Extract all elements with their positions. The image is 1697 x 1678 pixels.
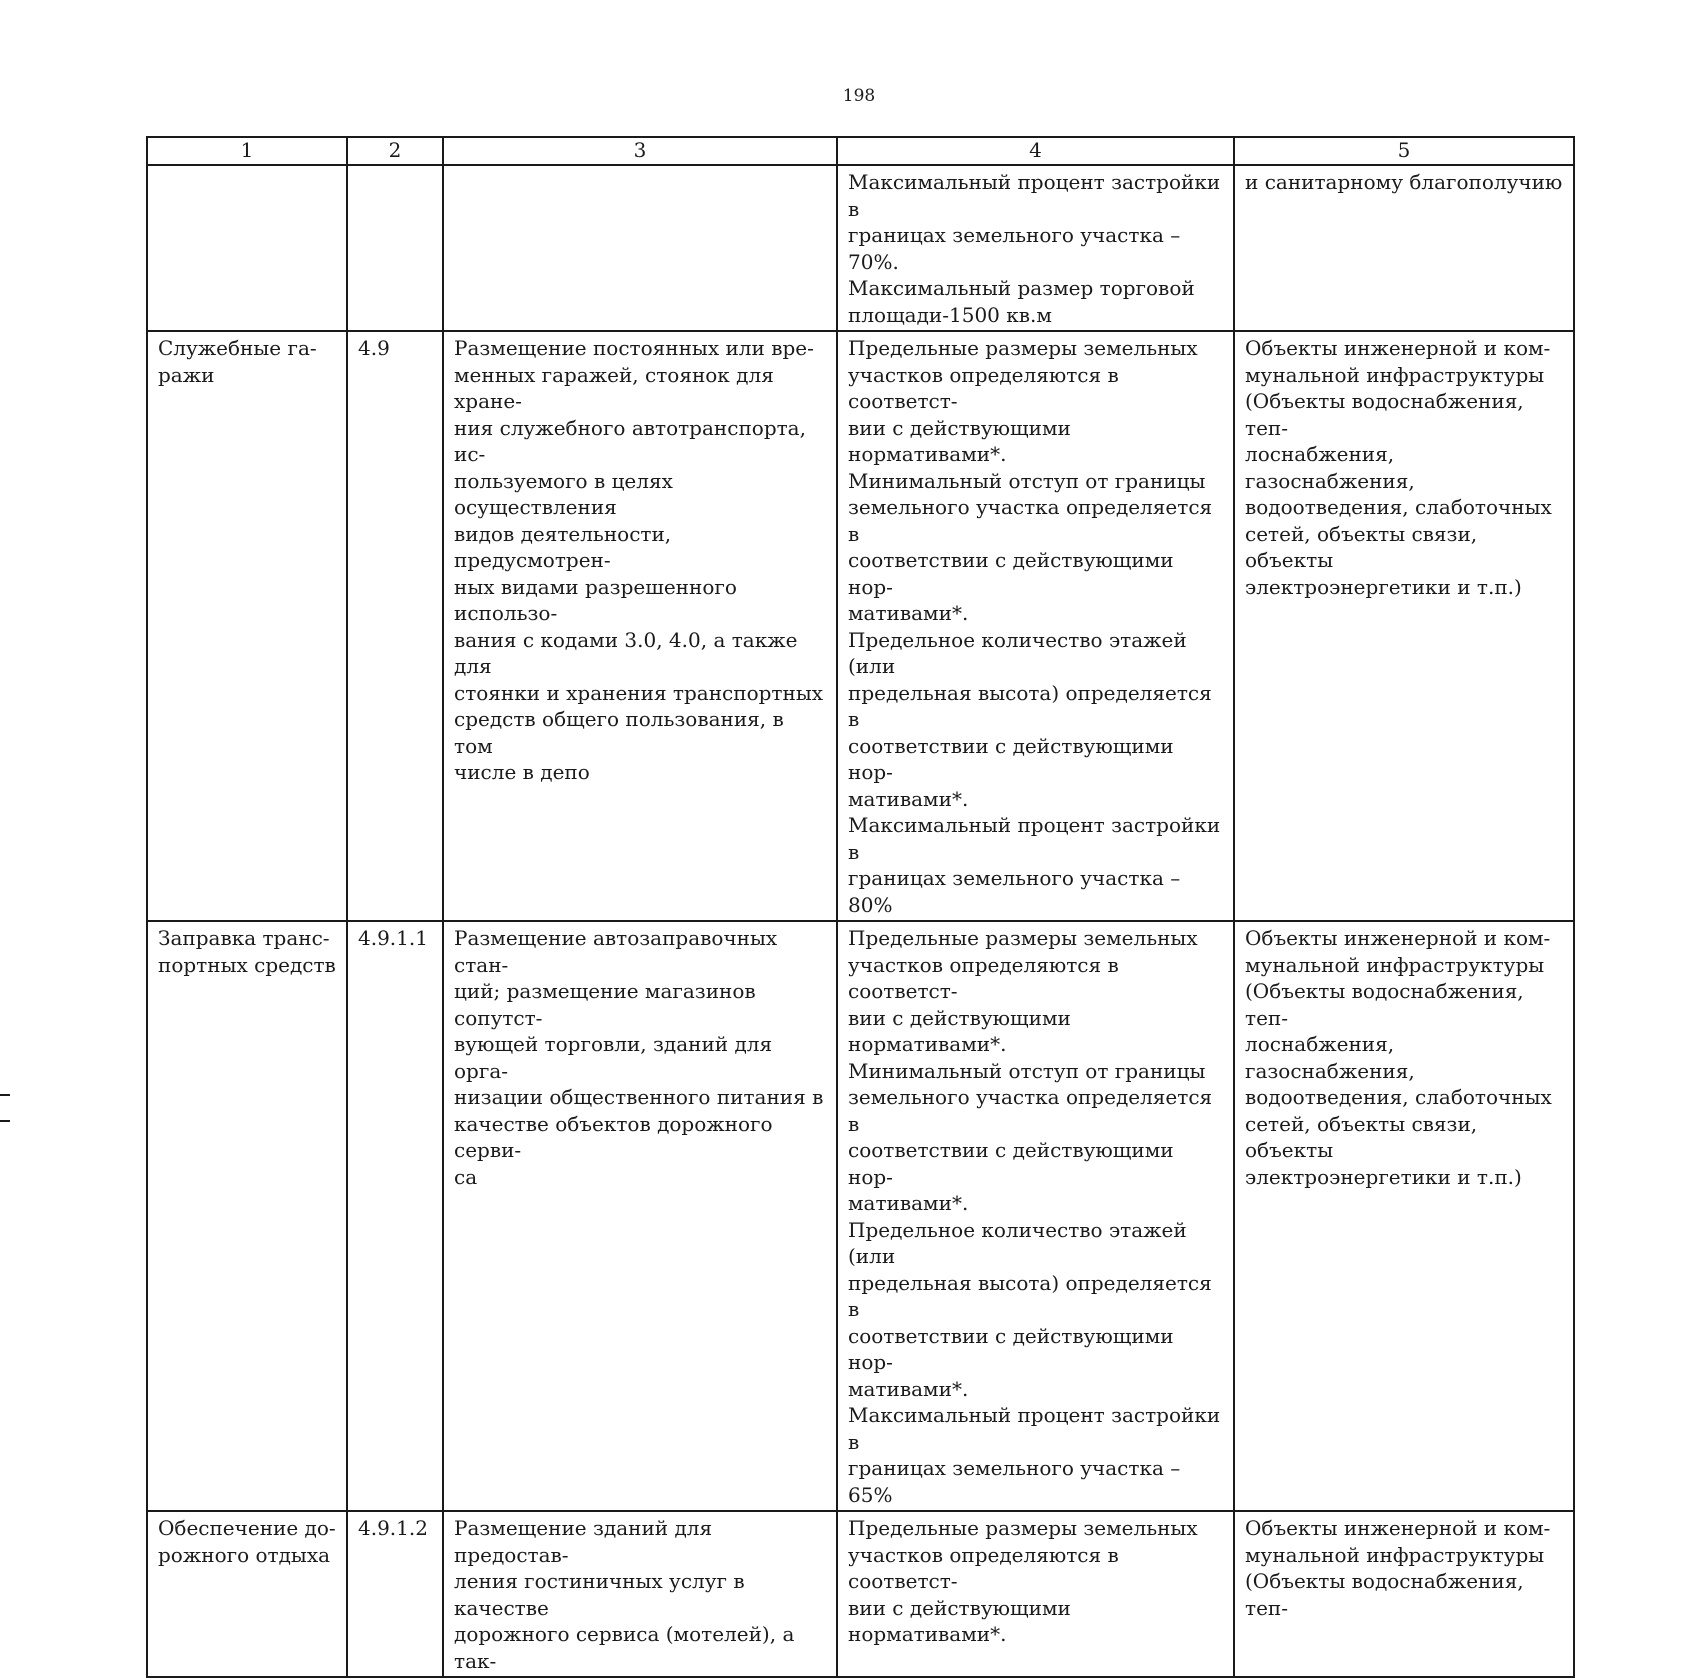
page-number: 198 [842, 86, 876, 106]
column-header: 3 [443, 137, 837, 165]
table-header-row [147, 137, 1574, 165]
table-row [147, 921, 1574, 1511]
margin-mark [0, 1094, 10, 1096]
use-description-cell: Размещение постоянных или вре- менных гаражей, стоянок для хране- ния служебного автотранспорта, ис- пользуемого в целях осуществления видов деятельности, предусмотрен- ных видами разрешенного использо- вания с кодами 3.0, 4.0, а также для стоянки и хранения транспортных средств общего пользования, в том числе в депо [443, 331, 837, 921]
use-description-cell [443, 165, 837, 331]
parameters-cell: Предельные размеры земельных участков определяются в соответст- вии с действующими нормативами*. Минимальный отступ от границы земельного участка определяется в соответствии с действующими нор- мативами*. Предельное количество этажей (или предельная высота) определяется в соответствии с действующими нор- мативами*. Максимальный процент застройки в границах земельного участка – 80% [837, 331, 1234, 921]
use-description-cell: Размещение автозаправочных стан- ций; размещение магазинов сопутст- вующей торговли, зданий для орга- низации общественного питания в качестве объектов дорожного серви- са [443, 921, 837, 1511]
column-header: 1 [147, 137, 347, 165]
use-name-cell: Обеспечение до- рожного отдыха [147, 1511, 347, 1677]
parameters-cell: Максимальный процент застройки в границах земельного участка – 70%. Максимальный размер торговой площади-1500 кв.м [837, 165, 1234, 331]
use-name-cell: Служебные га- ражи [147, 331, 347, 921]
column-header: 2 [347, 137, 443, 165]
auxiliary-objects-cell: и санитарному благополучию [1234, 165, 1574, 331]
auxiliary-objects-cell: Объекты инженерной и ком- мунальной инфраструктуры (Объекты водоснабжения, теп- лоснабжения, газоснабжения, водоотведения, слаботочных сетей, объекты связи, объекты электроэнергетики и т.п.) [1234, 921, 1574, 1511]
margin-mark [0, 1120, 10, 1122]
table-row [147, 165, 1574, 331]
use-code-cell: 4.9 [347, 331, 443, 921]
column-header: 5 [1234, 137, 1574, 165]
table-row [147, 331, 1574, 921]
parameters-cell: Предельные размеры земельных участков определяются в соответст- вии с действующими нормативами*. Минимальный отступ от границы земельного участка определяется в соответствии с действующими нор- мативами*. Предельное количество этажей (или предельная высота) определяется в соответствии с действующими нор- мативами*. Максимальный процент застройки в границах земельного участка – 65% [837, 921, 1234, 1511]
use-name-cell [147, 165, 347, 331]
use-code-cell: 4.9.1.2 [347, 1511, 443, 1677]
auxiliary-objects-cell: Объекты инженерной и ком- мунальной инфраструктуры (Объекты водоснабжения, теп- [1234, 1511, 1574, 1677]
zoning-table [146, 136, 1575, 1678]
use-code-cell [347, 165, 443, 331]
column-header: 4 [837, 137, 1234, 165]
use-description-cell: Размещение зданий для предостав- ления гостиничных услуг в качестве дорожного сервиса (мотелей), а так- [443, 1511, 837, 1677]
parameters-cell: Предельные размеры земельных участков определяются в соответст- вии с действующими нормативами*. [837, 1511, 1234, 1677]
table-row [147, 1511, 1574, 1677]
auxiliary-objects-cell: Объекты инженерной и ком- мунальной инфраструктуры (Объекты водоснабжения, теп- лоснабжения, газоснабжения, водоотведения, слаботочных сетей, объекты связи, объекты электроэнергетики и т.п.) [1234, 331, 1574, 921]
use-name-cell: Заправка транс- портных средств [147, 921, 347, 1511]
use-code-cell: 4.9.1.1 [347, 921, 443, 1511]
